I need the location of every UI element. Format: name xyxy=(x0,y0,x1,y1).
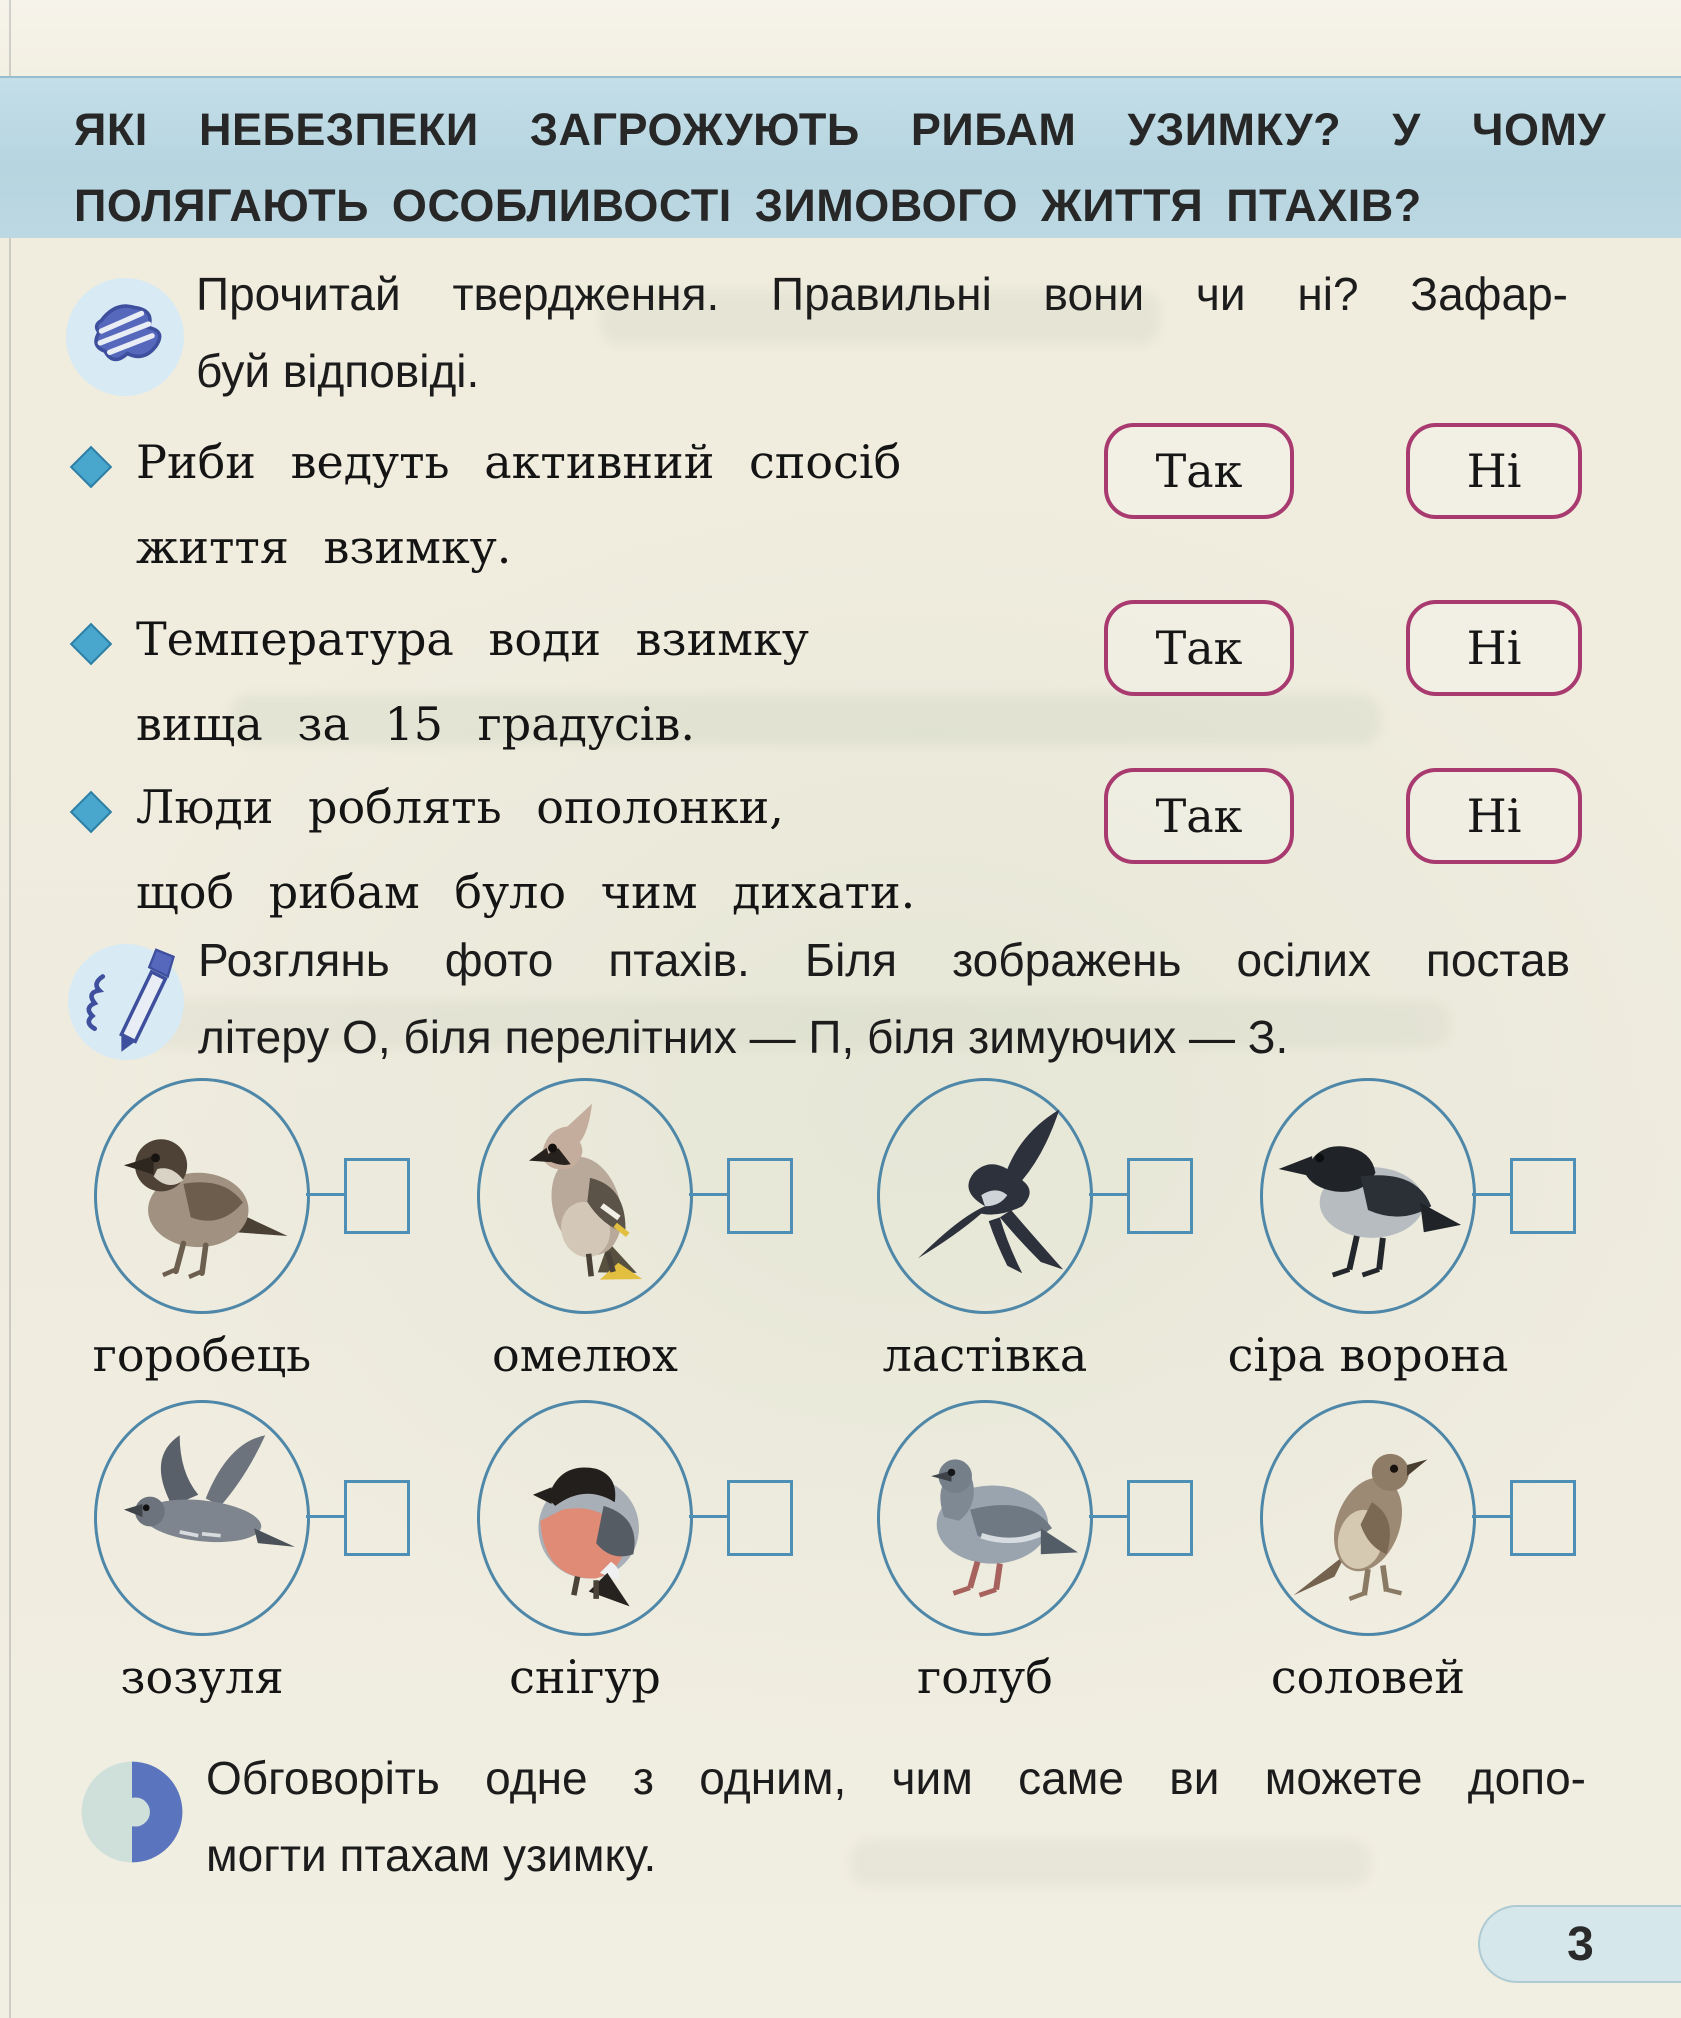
photo-frame xyxy=(1260,1400,1476,1636)
pigeon-photo xyxy=(892,1419,1078,1617)
statement-line: Люди роблять ополонки, xyxy=(136,780,784,834)
no-button[interactable]: Ні xyxy=(1406,600,1582,696)
bird-label: горобець xyxy=(92,1328,312,1382)
bird-card-waxwing xyxy=(477,1078,817,1388)
bird-label: соловей xyxy=(1270,1650,1466,1704)
page-title xyxy=(74,92,1606,244)
nightingale-photo xyxy=(1275,1419,1461,1617)
photo-frame xyxy=(477,1078,693,1314)
bird-label: омелюх xyxy=(492,1328,678,1382)
statement-row xyxy=(0,597,1681,767)
connector-line xyxy=(1472,1193,1512,1196)
scan-edge-line xyxy=(9,0,11,2018)
cuckoo-photo xyxy=(109,1419,295,1617)
connector-line xyxy=(1089,1515,1129,1518)
statement-text xyxy=(136,597,966,767)
diamond-bullet-icon xyxy=(70,446,112,488)
bird-label: зозуля xyxy=(120,1650,284,1704)
task3-instruction xyxy=(206,1740,1586,1894)
statement-text xyxy=(136,420,966,590)
connector-line xyxy=(689,1193,729,1196)
answer-box[interactable] xyxy=(344,1158,410,1234)
statement-row xyxy=(0,420,1681,590)
answer-box[interactable] xyxy=(344,1480,410,1556)
answer-box[interactable] xyxy=(1510,1158,1576,1234)
photo-frame xyxy=(94,1400,310,1636)
task2-line1: Розглянь фото птахів. Біля зображень осілих постав xyxy=(198,934,1570,986)
task1-line1: Прочитай твердження. Правильні вони чи ні? Зафар- xyxy=(196,268,1568,320)
photo-frame xyxy=(877,1078,1093,1314)
crayon-scribble-icon xyxy=(66,278,184,396)
statement-line: Риби ведуть активний спосіб xyxy=(136,435,902,489)
page-number-badge xyxy=(1478,1905,1681,1983)
task3-line1: Обговоріть одне з одним, чим саме ви можете допо- xyxy=(206,1752,1586,1804)
task2-line2: літеру О, біля перелітних — П, біля зимуючих — З. xyxy=(198,1011,1289,1063)
answer-box[interactable] xyxy=(1127,1480,1193,1556)
yes-button[interactable]: Так xyxy=(1104,768,1294,864)
photo-frame xyxy=(94,1078,310,1314)
yes-button[interactable]: Так xyxy=(1104,423,1294,519)
connector-line xyxy=(306,1515,346,1518)
header-band xyxy=(0,76,1681,238)
bird-label: сіра ворона xyxy=(1227,1328,1509,1382)
bird-card-hooded-crow xyxy=(1227,1078,1600,1388)
sparrow-photo xyxy=(109,1097,295,1295)
hooded-crow-photo xyxy=(1275,1097,1461,1295)
connector-line xyxy=(1472,1515,1512,1518)
bird-card-nightingale xyxy=(1260,1400,1600,1710)
answer-box[interactable] xyxy=(727,1480,793,1556)
statement-text xyxy=(136,765,966,935)
photo-frame xyxy=(477,1400,693,1636)
bird-card-sparrow xyxy=(94,1078,434,1388)
connector-line xyxy=(306,1193,346,1196)
task3-line2: могти птахам узимку. xyxy=(206,1829,657,1881)
page-title-line1: ЯКІ НЕБЕЗПЕКИ ЗАГРОЖУЮТЬ РИБАМ УЗИМКУ? У ЧОМУ xyxy=(74,104,1606,155)
task1-line2: буй відповіді. xyxy=(196,345,480,397)
bird-label: ластівка xyxy=(882,1328,1088,1382)
bird-label: снігур xyxy=(509,1650,661,1704)
photo-frame xyxy=(877,1400,1093,1636)
bird-card-cuckoo xyxy=(94,1400,434,1710)
bullfinch-photo xyxy=(492,1419,678,1617)
photo-frame xyxy=(1260,1078,1476,1314)
bird-card-pigeon xyxy=(877,1400,1217,1710)
bird-card-swallow xyxy=(877,1078,1217,1388)
task1-instruction xyxy=(196,256,1568,410)
pencil-scribble-icon xyxy=(68,944,184,1060)
connector-line xyxy=(1089,1193,1129,1196)
bird-card-bullfinch xyxy=(477,1400,817,1710)
statement-line: вища за 15 градусів. xyxy=(136,697,696,751)
swallow-photo xyxy=(892,1097,1078,1295)
bird-label: голуб xyxy=(917,1650,1053,1704)
statement-line: Температура води взимку xyxy=(136,612,809,666)
diamond-bullet-icon xyxy=(70,623,112,665)
waxwing-photo xyxy=(492,1097,678,1295)
diamond-bullet-icon xyxy=(70,791,112,833)
yes-button[interactable]: Так xyxy=(1104,600,1294,696)
statement-row xyxy=(0,765,1681,935)
task2-instruction xyxy=(198,922,1570,1076)
page-title-line2: ПОЛЯГАЮТЬ ОСОБЛИВОСТІ ЗИМОВОГО ЖИТТЯ ПТАХІВ? xyxy=(74,180,1422,231)
connector-line xyxy=(689,1515,729,1518)
statement-line: життя взимку. xyxy=(136,520,512,574)
statement-line: щоб рибам було чим дихати. xyxy=(136,865,916,919)
no-button[interactable]: Ні xyxy=(1406,423,1582,519)
answer-box[interactable] xyxy=(1127,1158,1193,1234)
page-number: 3 xyxy=(1567,1917,1594,1971)
answer-box[interactable] xyxy=(1510,1480,1576,1556)
discussion-icon xyxy=(76,1756,188,1868)
no-button[interactable]: Ні xyxy=(1406,768,1582,864)
answer-box[interactable] xyxy=(727,1158,793,1234)
